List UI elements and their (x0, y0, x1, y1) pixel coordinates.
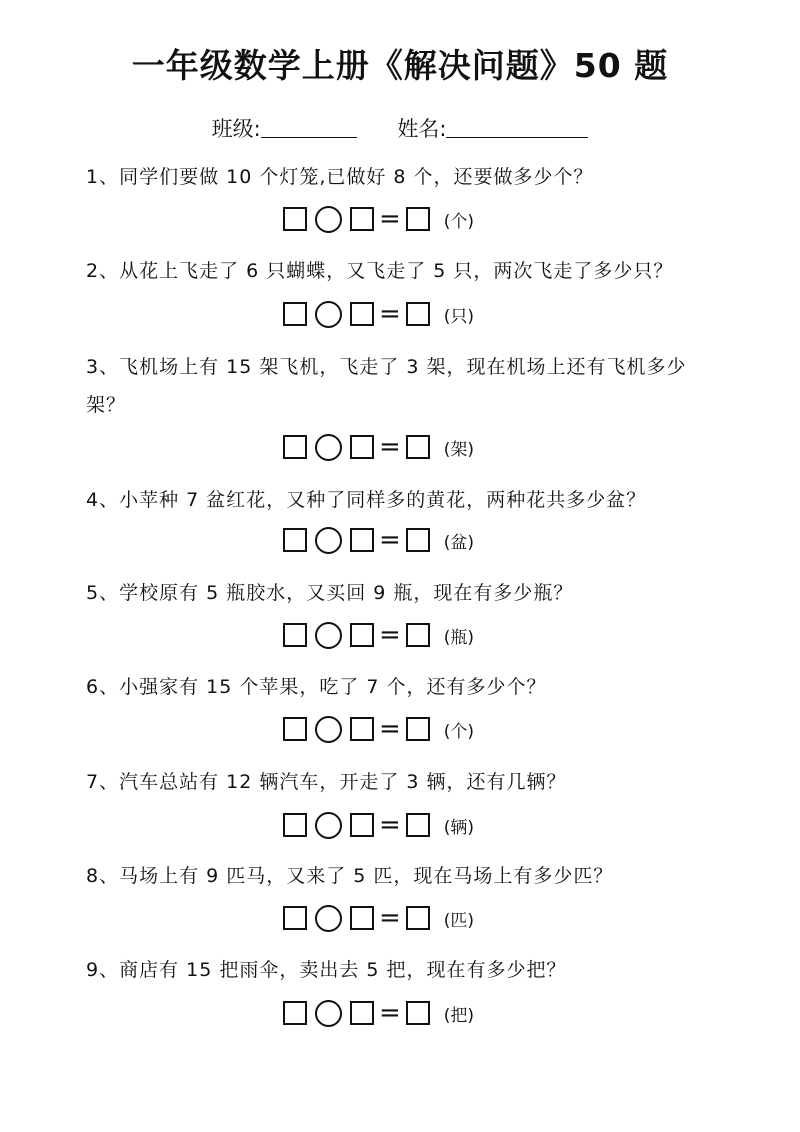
unit-label: (瓶) (443, 627, 475, 648)
question-text: 1、同学们要做 10 个灯笼,已做好 8 个，还要做多少个？ (86, 166, 594, 188)
operand-box[interactable] (350, 302, 374, 326)
operator-circle[interactable] (315, 206, 342, 233)
result-box[interactable] (406, 1001, 430, 1025)
equation-template (283, 620, 474, 650)
result-box[interactable] (406, 717, 430, 741)
result-box[interactable] (406, 207, 430, 231)
equals-sign: = (379, 299, 401, 329)
operand-box[interactable] (283, 207, 307, 231)
operator-circle[interactable] (315, 905, 342, 932)
operand-box[interactable] (283, 435, 307, 459)
operand-box[interactable] (350, 528, 374, 552)
operator-circle[interactable] (315, 434, 342, 461)
unit-label: (架) (443, 439, 475, 460)
class-label: 班级: (211, 117, 261, 141)
operator-circle[interactable] (315, 527, 342, 554)
operator-circle[interactable] (315, 1000, 342, 1027)
result-box[interactable] (406, 906, 430, 930)
unit-label: (盆) (443, 532, 475, 553)
operand-box[interactable] (283, 717, 307, 741)
name-label: 姓名: (397, 117, 447, 141)
class-blank-line[interactable] (261, 117, 357, 138)
equals-sign: = (379, 810, 401, 840)
result-box[interactable] (406, 528, 430, 552)
operand-box[interactable] (350, 813, 374, 837)
operand-box[interactable] (350, 906, 374, 930)
name-blank-line[interactable] (446, 117, 588, 138)
question-text: 6、小强家有 15 个苹果，吃了 7 个，还有多少个？ (86, 676, 547, 698)
question-text: 3、飞机场上有 15 架飞机，飞走了 3 架，现在机场上还有飞机多少架？ (86, 356, 687, 416)
operand-box[interactable] (283, 813, 307, 837)
operand-box[interactable] (350, 623, 374, 647)
equation-template (283, 998, 474, 1028)
equation-template (283, 525, 474, 555)
result-box[interactable] (406, 813, 430, 837)
equation-template (283, 204, 474, 234)
equals-sign: = (379, 903, 401, 933)
equals-sign: = (379, 620, 401, 650)
equals-sign: = (379, 432, 401, 462)
result-box[interactable] (406, 435, 430, 459)
operand-box[interactable] (350, 717, 374, 741)
operator-circle[interactable] (315, 716, 342, 743)
operand-box[interactable] (283, 528, 307, 552)
unit-label: (匹) (443, 910, 475, 931)
question-text: 7、汽车总站有 12 辆汽车，开走了 3 辆，还有几辆？ (86, 771, 567, 793)
operator-circle[interactable] (315, 812, 342, 839)
operand-box[interactable] (350, 207, 374, 231)
operand-box[interactable] (283, 302, 307, 326)
operand-box[interactable] (283, 623, 307, 647)
equals-sign: = (379, 525, 401, 555)
equation-template (283, 432, 474, 462)
question-text: 8、马场上有 9 匹马，又来了 5 匹，现在马场上有多少匹？ (86, 865, 614, 887)
operand-box[interactable] (350, 1001, 374, 1025)
equation-template (283, 903, 474, 933)
unit-label: (辆) (443, 817, 475, 838)
equals-sign: = (379, 998, 401, 1028)
unit-label: (个) (443, 211, 475, 232)
equation-template (283, 714, 474, 744)
unit-label: (只) (443, 306, 475, 327)
equals-sign: = (379, 204, 401, 234)
equals-sign: = (379, 714, 401, 744)
question-text: 9、商店有 15 把雨伞，卖出去 5 把，现在有多少把？ (86, 959, 567, 981)
unit-label: (个) (443, 721, 475, 742)
operator-circle[interactable] (315, 301, 342, 328)
question-text: 5、学校原有 5 瓶胶水，又买回 9 瓶，现在有多少瓶？ (86, 582, 574, 604)
equation-template (283, 810, 474, 840)
equation-template (283, 299, 474, 329)
question-text: 2、从花上飞走了 6 只蝴蝶，又飞走了 5 只，两次飞走了多少只？ (86, 260, 674, 282)
unit-label: (把) (443, 1005, 475, 1026)
result-box[interactable] (406, 302, 430, 326)
result-box[interactable] (406, 623, 430, 647)
question-text: 4、小苹种 7 盆红花，又种了同样多的黄花，两种花共多少盆？ (86, 489, 647, 511)
operator-circle[interactable] (315, 622, 342, 649)
operand-box[interactable] (350, 435, 374, 459)
operand-box[interactable] (283, 1001, 307, 1025)
student-info-row (0, 113, 800, 143)
page-title: 一年级数学上册《解决问题》50 题 (131, 46, 669, 85)
operand-box[interactable] (283, 906, 307, 930)
